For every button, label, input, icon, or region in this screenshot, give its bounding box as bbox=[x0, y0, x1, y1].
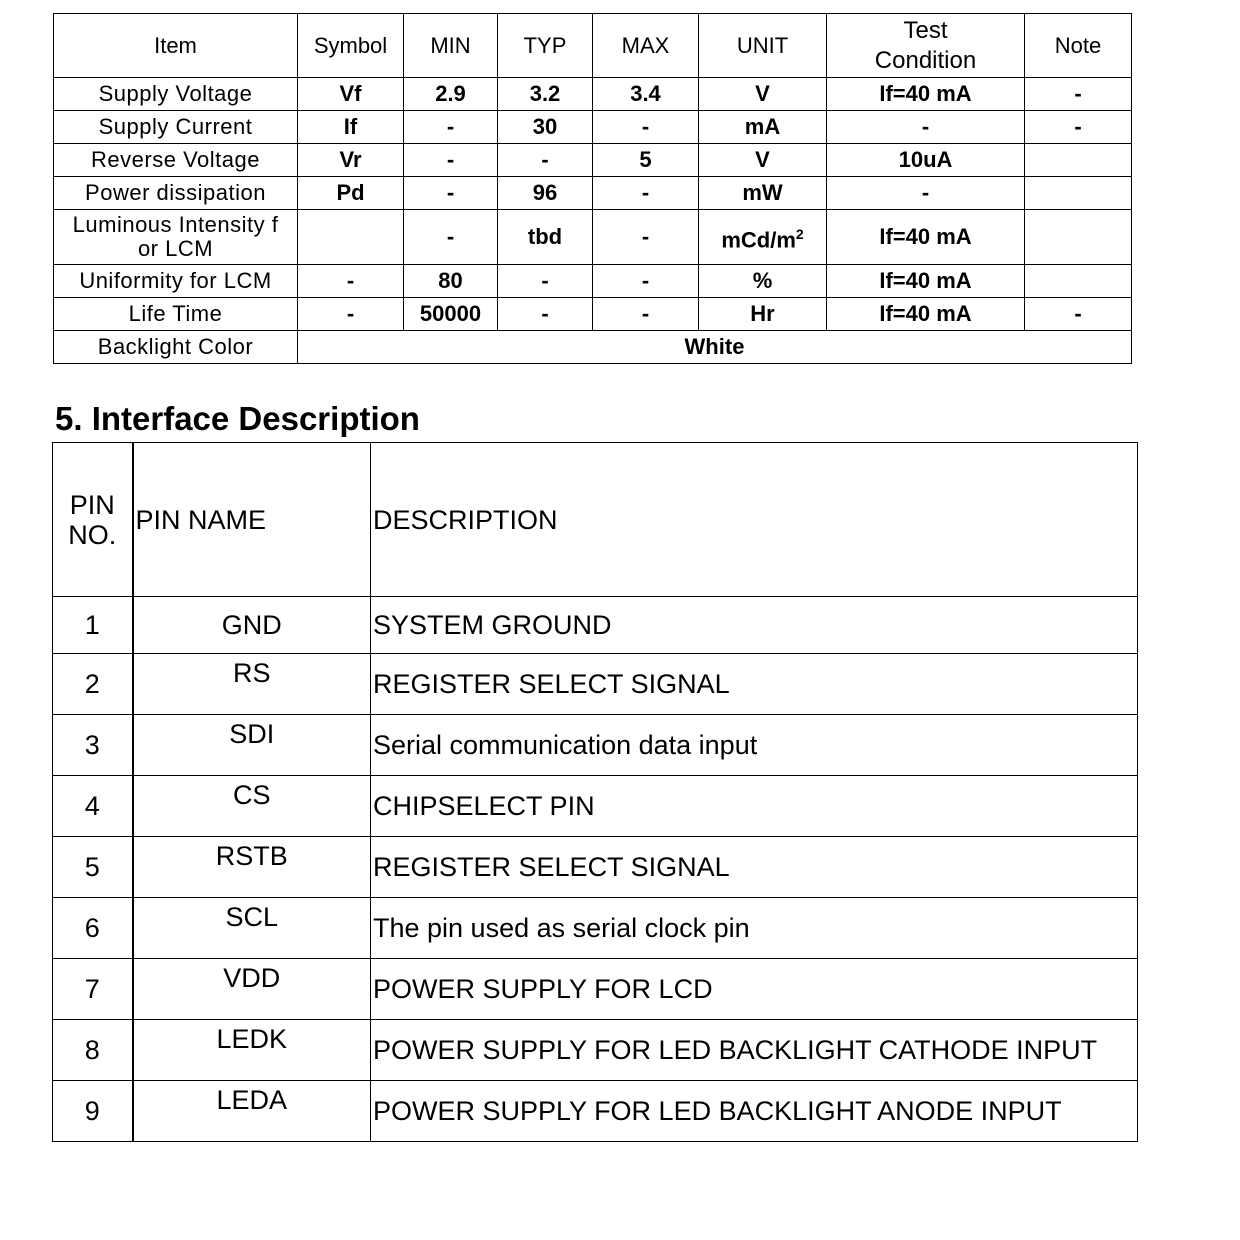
pin-name: RSTB bbox=[133, 837, 371, 898]
cell-item bbox=[54, 210, 298, 265]
pin-description: POWER SUPPLY FOR LED BACKLIGHT ANODE INPUT bbox=[371, 1081, 1138, 1142]
cell-unit: V bbox=[699, 78, 827, 111]
pin-row bbox=[53, 898, 1138, 959]
cell-symbol bbox=[298, 210, 404, 265]
cell-symbol: Pd bbox=[298, 177, 404, 210]
pin-description: POWER SUPPLY FOR LCD bbox=[371, 959, 1138, 1020]
cell-typ: 30 bbox=[498, 111, 593, 144]
spec-row-backlight-color bbox=[54, 331, 1132, 364]
spec-row bbox=[54, 144, 1132, 177]
pin-name: VDD bbox=[133, 959, 371, 1020]
interface-pin-table bbox=[52, 442, 1138, 1142]
cell-min: - bbox=[404, 144, 498, 177]
spec-row bbox=[54, 265, 1132, 298]
pin-row bbox=[53, 654, 1138, 715]
pin-description: Serial communication data input bbox=[371, 715, 1138, 776]
spec-row bbox=[54, 298, 1132, 331]
pin-row bbox=[53, 959, 1138, 1020]
header-symbol: Symbol bbox=[298, 14, 404, 78]
cell-condition: If=40 mA bbox=[827, 265, 1025, 298]
pin-row bbox=[53, 1081, 1138, 1142]
cell-symbol: - bbox=[298, 298, 404, 331]
spec-row bbox=[54, 78, 1132, 111]
pin-number: 8 bbox=[53, 1020, 133, 1081]
header-pin-no-line2: NO. bbox=[68, 519, 117, 550]
header-typ: TYP bbox=[498, 14, 593, 78]
pin-description: SYSTEM GROUND bbox=[371, 597, 1138, 654]
unit-superscript: 2 bbox=[795, 225, 804, 242]
cell-symbol: Vf bbox=[298, 78, 404, 111]
cell-condition: If=40 mA bbox=[827, 78, 1025, 111]
section-heading: 5. Interface Description bbox=[55, 400, 420, 437]
pin-description: The pin used as serial clock pin bbox=[371, 898, 1138, 959]
cell-typ: 96 bbox=[498, 177, 593, 210]
cell-condition: - bbox=[827, 177, 1025, 210]
spec-row bbox=[54, 111, 1132, 144]
pin-row bbox=[53, 1020, 1138, 1081]
cell-condition: - bbox=[827, 111, 1025, 144]
header-test-condition-line2: Condition bbox=[874, 46, 977, 74]
pin-name: RS bbox=[133, 654, 371, 715]
header-description: DESCRIPTION bbox=[371, 443, 1138, 597]
pin-description: REGISTER SELECT SIGNAL bbox=[371, 654, 1138, 715]
pin-name: SCL bbox=[133, 898, 371, 959]
pin-header-row bbox=[53, 443, 1138, 597]
header-min: MIN bbox=[404, 14, 498, 78]
pin-row bbox=[53, 715, 1138, 776]
cell-min: - bbox=[404, 210, 498, 265]
pin-number: 9 bbox=[53, 1081, 133, 1142]
cell-backlight-value: White bbox=[298, 331, 1132, 364]
pin-name: LEDA bbox=[133, 1081, 371, 1142]
cell-item: Reverse Voltage bbox=[54, 144, 298, 177]
cell-note: - bbox=[1025, 111, 1132, 144]
cell-symbol: Vr bbox=[298, 144, 404, 177]
pin-number: 4 bbox=[53, 776, 133, 837]
cell-item: Uniformity for LCM bbox=[54, 265, 298, 298]
cell-max: - bbox=[593, 298, 699, 331]
cell-max: 5 bbox=[593, 144, 699, 177]
pin-row bbox=[53, 837, 1138, 898]
cell-min: 80 bbox=[404, 265, 498, 298]
pin-description: POWER SUPPLY FOR LED BACKLIGHT CATHODE INPUT bbox=[371, 1020, 1138, 1081]
cell-note bbox=[1025, 177, 1132, 210]
cell-unit: % bbox=[699, 265, 827, 298]
header-unit: UNIT bbox=[699, 14, 827, 78]
pin-description: CHIPSELECT PIN bbox=[371, 776, 1138, 837]
cell-note: - bbox=[1025, 78, 1132, 111]
header-pin-name: PIN NAME bbox=[133, 443, 371, 597]
spec-header-row bbox=[54, 14, 1132, 78]
pin-row bbox=[53, 597, 1138, 654]
cell-max: - bbox=[593, 177, 699, 210]
cell-item: Backlight Color bbox=[54, 331, 298, 364]
pin-number: 6 bbox=[53, 898, 133, 959]
backlight-spec-table bbox=[53, 13, 1132, 364]
pin-number: 5 bbox=[53, 837, 133, 898]
pin-number: 3 bbox=[53, 715, 133, 776]
cell-note bbox=[1025, 210, 1132, 265]
header-test-condition-line1: Test bbox=[903, 16, 948, 44]
cell-unit: mW bbox=[699, 177, 827, 210]
cell-item: Supply Current bbox=[54, 111, 298, 144]
cell-typ: - bbox=[498, 265, 593, 298]
cell-item-line2: or LCM bbox=[137, 236, 214, 261]
cell-typ: 3.2 bbox=[498, 78, 593, 111]
cell-item: Power dissipation bbox=[54, 177, 298, 210]
pin-description: REGISTER SELECT SIGNAL bbox=[371, 837, 1138, 898]
pin-number: 2 bbox=[53, 654, 133, 715]
header-max: MAX bbox=[593, 14, 699, 78]
pin-number: 1 bbox=[53, 597, 133, 654]
cell-condition: If=40 mA bbox=[827, 210, 1025, 265]
cell-item: Life Time bbox=[54, 298, 298, 331]
header-pin-no-line1: PIN bbox=[69, 489, 115, 520]
header-note: Note bbox=[1025, 14, 1132, 78]
cell-symbol: - bbox=[298, 265, 404, 298]
cell-max: - bbox=[593, 111, 699, 144]
cell-min: - bbox=[404, 111, 498, 144]
header-pin-no bbox=[53, 443, 133, 597]
cell-note bbox=[1025, 265, 1132, 298]
header-test-condition bbox=[827, 14, 1025, 78]
pin-name: GND bbox=[133, 597, 371, 654]
cell-unit: V bbox=[699, 144, 827, 177]
pin-name: CS bbox=[133, 776, 371, 837]
cell-min: 50000 bbox=[404, 298, 498, 331]
cell-note bbox=[1025, 144, 1132, 177]
cell-min: - bbox=[404, 177, 498, 210]
spec-row bbox=[54, 210, 1132, 265]
cell-unit bbox=[699, 210, 827, 265]
cell-max: 3.4 bbox=[593, 78, 699, 111]
header-item: Item bbox=[54, 14, 298, 78]
pin-number: 7 bbox=[53, 959, 133, 1020]
pin-row bbox=[53, 776, 1138, 837]
pin-name: LEDK bbox=[133, 1020, 371, 1081]
cell-condition: If=40 mA bbox=[827, 298, 1025, 331]
spec-row bbox=[54, 177, 1132, 210]
pin-name: SDI bbox=[133, 715, 371, 776]
cell-unit: mA bbox=[699, 111, 827, 144]
cell-item: Supply Voltage bbox=[54, 78, 298, 111]
cell-unit: Hr bbox=[699, 298, 827, 331]
unit-text: mCd/m bbox=[721, 227, 796, 253]
cell-typ: tbd bbox=[498, 210, 593, 265]
cell-typ: - bbox=[498, 298, 593, 331]
cell-note: - bbox=[1025, 298, 1132, 331]
cell-max: - bbox=[593, 210, 699, 265]
cell-max: - bbox=[593, 265, 699, 298]
cell-condition: 10uA bbox=[827, 144, 1025, 177]
cell-item-line1: Luminous Intensity f bbox=[72, 212, 279, 237]
cell-typ: - bbox=[498, 144, 593, 177]
cell-min: 2.9 bbox=[404, 78, 498, 111]
cell-symbol: If bbox=[298, 111, 404, 144]
